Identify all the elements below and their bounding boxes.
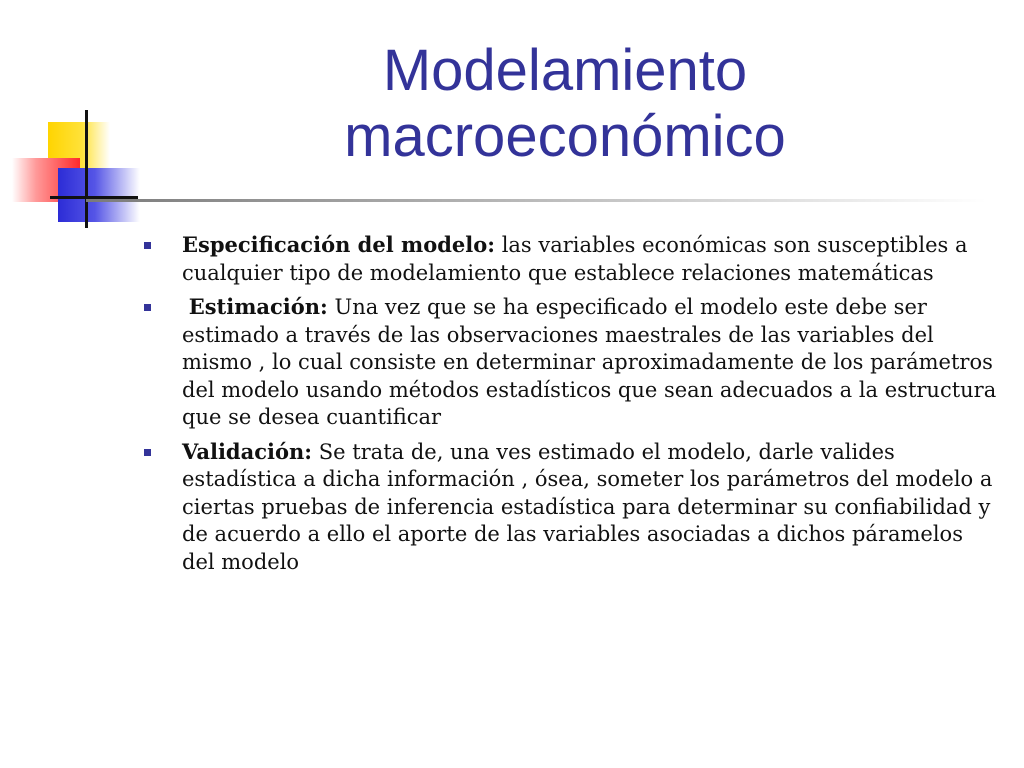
square-bullet-icon: [144, 242, 151, 249]
bullet-item-especificacion: [140, 231, 1000, 287]
square-bullet-icon: [144, 449, 151, 456]
bullet-item-estimacion: [140, 293, 1000, 432]
title-divider: [86, 199, 986, 202]
blue-square-decoration: [58, 168, 140, 222]
decorative-logo: [0, 0, 140, 240]
bullet-item-validacion: [140, 438, 1000, 577]
bullet-text: las variables económicas son susceptibles a cualquier tipo de modelamiento que establece relaciones matemáticas: [182, 233, 968, 285]
bullet-label: Especificación del modelo:: [182, 232, 495, 257]
bullet-text: Una vez que se ha especificado el modelo este debe ser estimado a través de las observaciones maestrales de las variables del mismo , lo cual consiste en determinar aproximadamente de los parámetros del modelo usando métodos estadísticos que sean adecuados a la estructura que se desea cuantificar: [182, 295, 997, 429]
bullet-label: Validación:: [182, 438, 313, 464]
square-bullet-icon: [144, 304, 151, 311]
bullet-text: Se trata de, una ves estimado el modelo, darle valides estadística a dicha información , ósea, someter los parámetros del modelo a ciertas pruebas de inferencia estadística para determinar su confiabilidad y de acuerdo a ello el aporte de las variables asociadas a dichos páramelos del modelo: [182, 439, 993, 574]
slide-title-line-2: macroeconómico: [344, 104, 786, 169]
slide-title: [170, 38, 960, 170]
slide-title-line-1: Modelamiento: [382, 38, 748, 103]
bullet-label: Estimación:: [188, 294, 328, 319]
vertical-line-decoration: [85, 110, 88, 228]
bullet-list: [140, 231, 1000, 582]
